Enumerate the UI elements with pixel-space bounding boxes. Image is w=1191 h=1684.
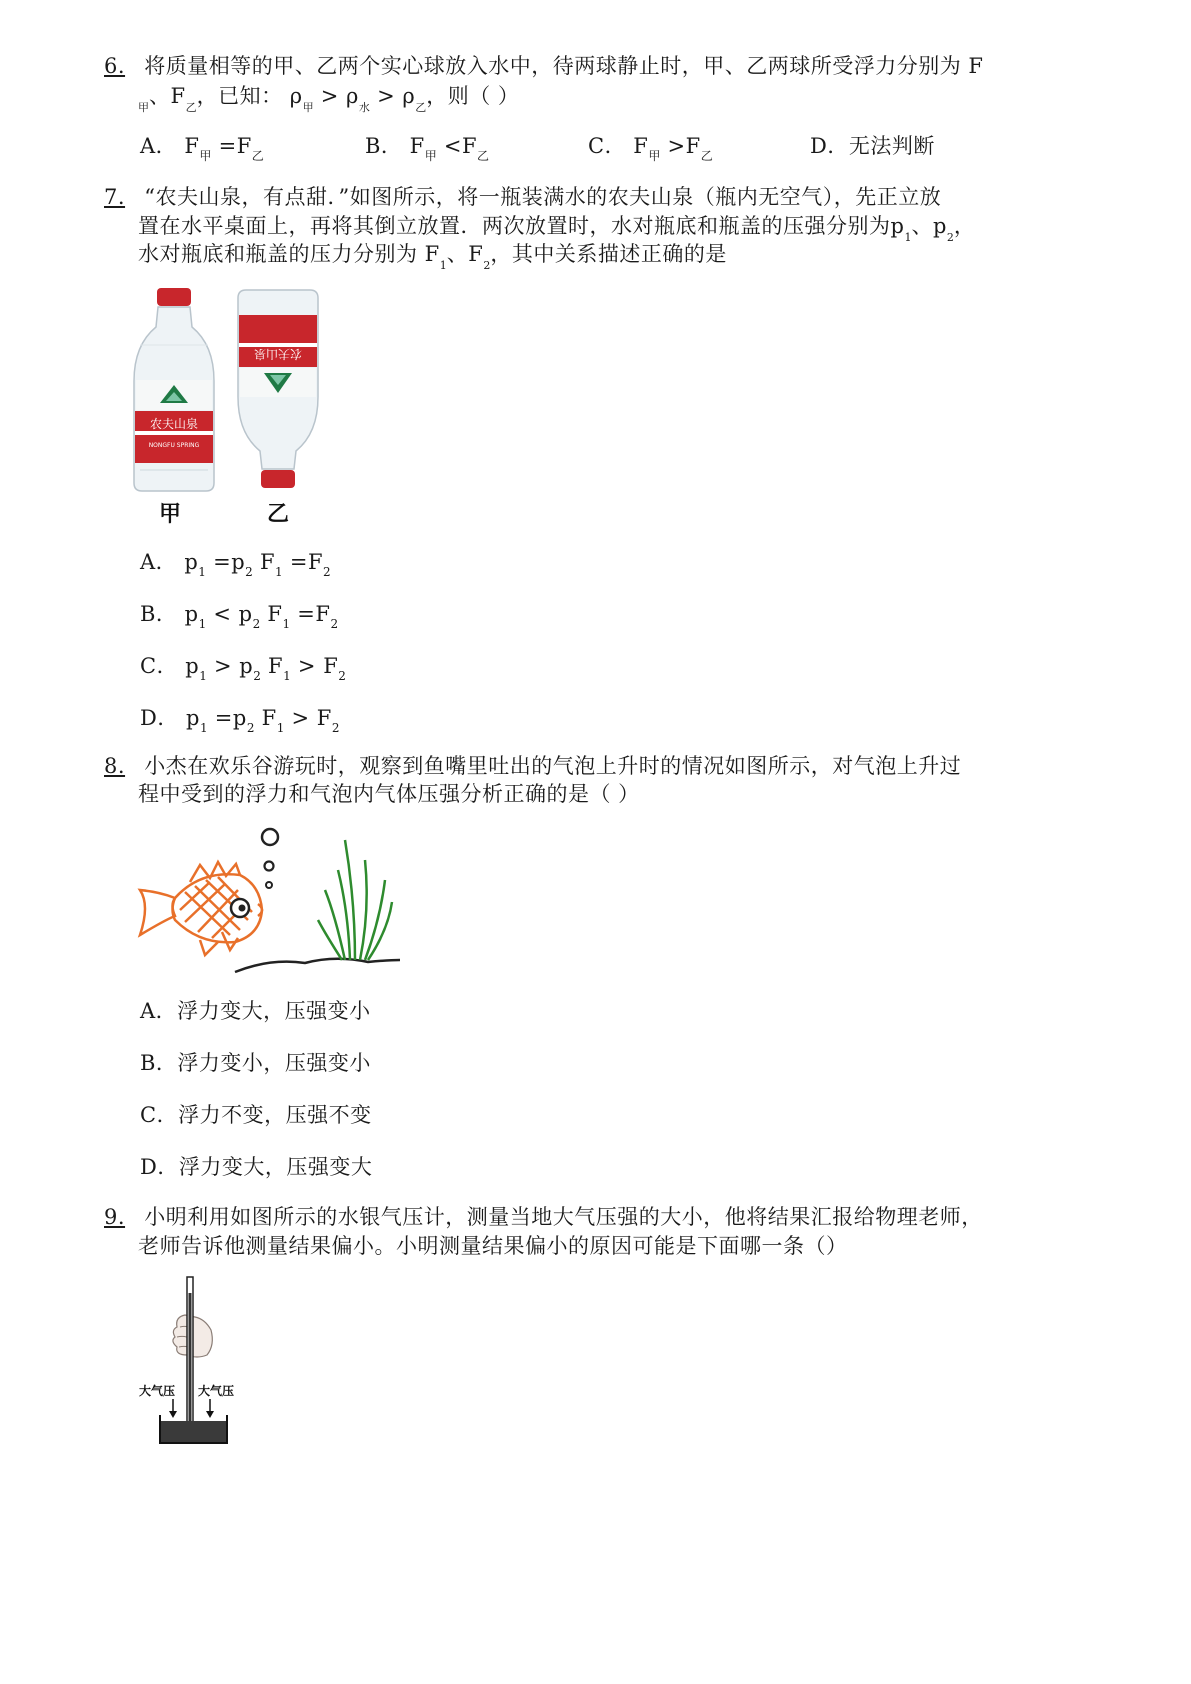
bottles-figure bbox=[130, 285, 330, 530]
question-6-line2: $_甲$、$F_乙$，已知： $\rho_甲 > \rho_水 > \rho_乙$，则（ ） bbox=[138, 84, 520, 114]
riverbed bbox=[235, 959, 400, 972]
question-9-line2: 老师告诉他测量结果偏小。小明测量结果偏小的原因可能是下面哪一条（） bbox=[138, 1234, 848, 1258]
option-b[interactable]: B． $F_甲 <F_乙$ bbox=[365, 134, 490, 163]
question-9 bbox=[104, 1203, 983, 1231]
option-b[interactable]: B．浮力变小，压强变小 bbox=[140, 1051, 371, 1075]
option-d[interactable]: D．浮力变大，压强变大 bbox=[140, 1155, 373, 1179]
bubble-medium bbox=[265, 862, 274, 871]
bubble-small bbox=[266, 882, 272, 888]
option-c[interactable]: C．浮力不变，压强不变 bbox=[140, 1103, 372, 1127]
question-number: 7. bbox=[104, 185, 126, 209]
question-7 bbox=[104, 183, 941, 211]
option-a[interactable]: A．浮力变大，压强变小 bbox=[140, 999, 371, 1023]
option-d[interactable]: D．无法判断 bbox=[810, 134, 935, 158]
label-jia: 甲 bbox=[158, 502, 182, 527]
question-text: 小杰在欢乐谷游玩时，观察到鱼嘴里吐出的气泡上升时的情况如图所示，对气泡上升过 bbox=[144, 754, 962, 778]
question-text: 小明利用如图所示的水银气压计，测量当地大气压强的大小，他将结果汇报给物理老师， bbox=[144, 1205, 983, 1229]
option-c[interactable]: C． $F_甲 >F_乙$ bbox=[588, 134, 713, 163]
option-c[interactable]: C． $p_1 > p_2$ $F_1 > F_2$ bbox=[140, 654, 346, 683]
option-a[interactable]: A． $F_甲 =F_乙$ bbox=[140, 134, 264, 163]
bubble-large bbox=[262, 829, 278, 845]
bottle-brand-text: 农夫山泉 bbox=[149, 417, 199, 431]
option-d[interactable]: D． $p_1 =p_2$ $F_1 > F_2$ bbox=[140, 706, 340, 735]
label-yi: 乙 bbox=[266, 502, 290, 527]
fish-figure bbox=[130, 820, 410, 980]
option-b[interactable]: B． $p_1 < p_2$ $F_1 =F_2$ bbox=[140, 602, 339, 631]
label-atm-right: 大气压 bbox=[198, 1384, 235, 1398]
bottle-brand-text-inverted: 农夫山泉 bbox=[253, 347, 303, 361]
question-6 bbox=[104, 52, 983, 80]
question-7-line3: 水对瓶底和瓶盖的压力分别为 $F_1$、$F_2$，其中关系描述正确的是 bbox=[138, 242, 727, 272]
inverted-bottle bbox=[238, 290, 318, 488]
question-number: 9. bbox=[104, 1205, 126, 1229]
upright-bottle bbox=[134, 288, 214, 491]
barometer-figure bbox=[135, 1275, 245, 1450]
question-8 bbox=[104, 752, 961, 780]
bottle-brand-sub-text: NONGFU SPRING bbox=[148, 442, 200, 449]
seaweed bbox=[318, 840, 392, 960]
option-a[interactable]: A． $p_1 =p_2$ $F_1 =F_2$ bbox=[140, 550, 331, 579]
question-text: 将质量相等的甲、乙两个实心球放入水中，待两球静止时，甲、乙两球所受浮力分别为 F bbox=[144, 54, 984, 78]
question-number: 8. bbox=[104, 754, 126, 778]
label-atm-left: 大气压 bbox=[139, 1384, 176, 1398]
question-text: “农夫山泉，有点甜．”如图所示，将一瓶装满水的农夫山泉（瓶内无空气），先正立放 bbox=[144, 185, 942, 209]
question-number: 6. bbox=[104, 54, 126, 78]
question-7-line2: 置在水平桌面上，再将其倒立放置．两次放置时，水对瓶底和瓶盖的压强分别为$p_1$、$p_2$， bbox=[138, 214, 976, 244]
question-8-line2: 程中受到的浮力和气泡内气体压强分析正确的是（ ） bbox=[138, 782, 640, 806]
